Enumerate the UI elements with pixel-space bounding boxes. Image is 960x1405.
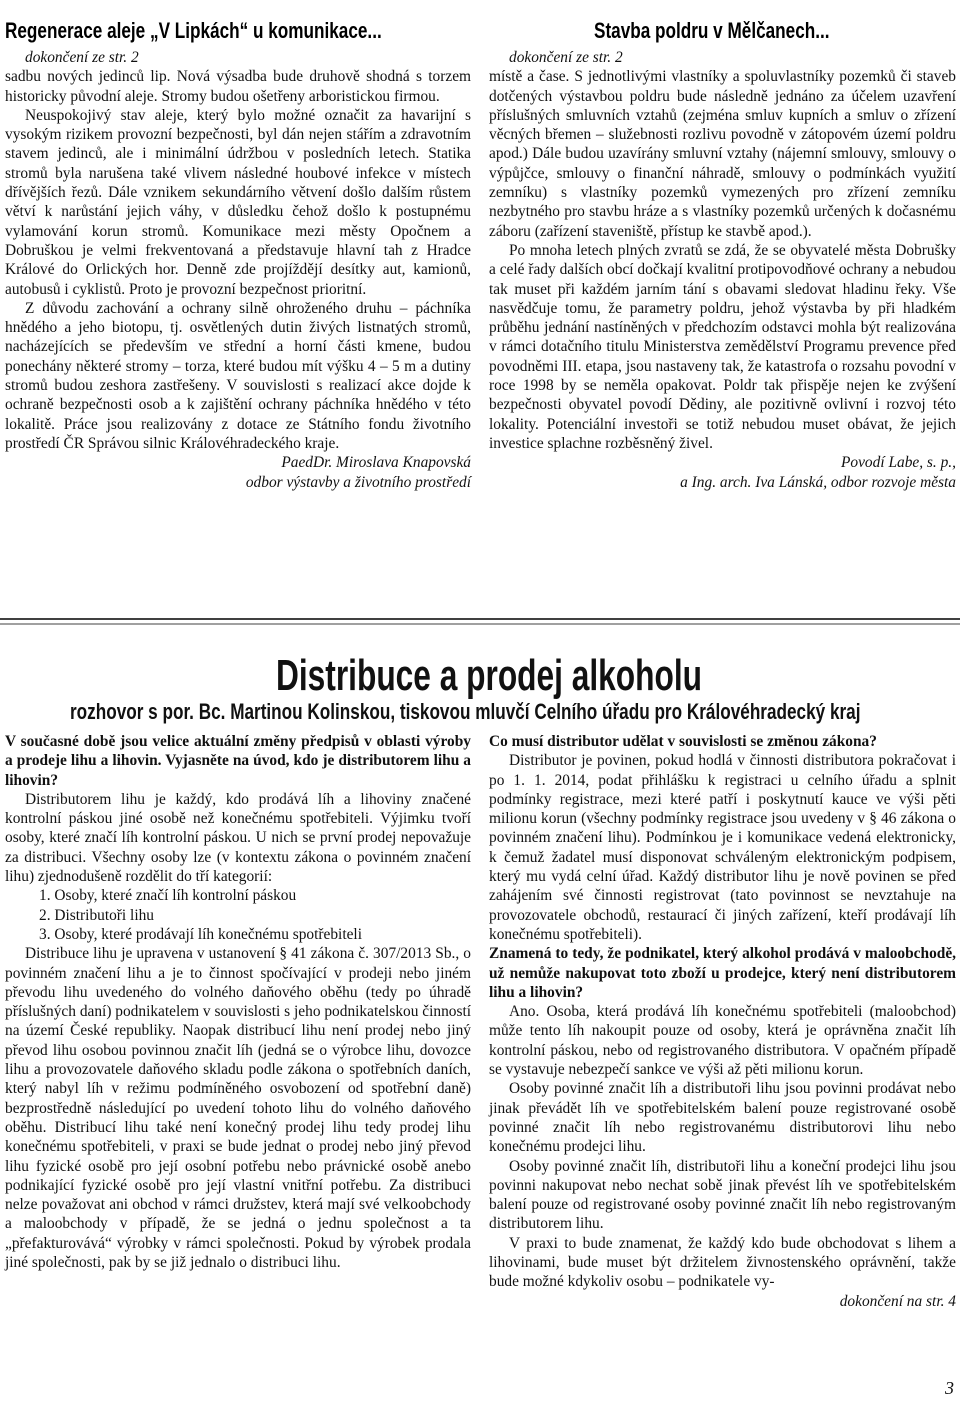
list-item: 2. Distributoři lihu	[39, 906, 155, 924]
paragraph: Distributorem lihu je každý, kdo prodává líh a lihoviny značené kontrolní páskou jiné osobě než konečnému spotřebiteli. Výjimku tvoří osoby, které značí líh kontrolní páskou. U nich se první prodej nepovažuje za distribuci. Všechny osoby lze (v kontextu zákona o povinném značení lihu) zjednodušeně rozdělit do tří kategorií:	[5, 790, 471, 886]
author-role: odbor výstavby a životního prostředí	[245, 473, 471, 491]
paragraph: sadbu nových jedinců lip. Nová výsadba bude druhově shodná s torzem historicky původní aleje. Stromy budou ošetřeny arboristickou firmou.	[5, 68, 471, 105]
article-alej-lipky	[5, 18, 471, 492]
paragraph: V praxi to bude znamenat, že každý kdo bude obchodovat s lihem a lihovinami, bude muset být držitelem živnostenského oprávnění, takže bude možné kdykoliv osobu – podnikatele vy-	[489, 1234, 956, 1291]
interview-question: V současné době jsou velice aktuální změny předpisů v oblasti výroby a prodeje lihu a lihovin. Vyjasněte na úvod, kdo je distributorem lihu a lihovin?	[5, 733, 471, 789]
interview-column-right	[489, 732, 956, 1311]
paragraph: Ano. Osoba, která prodává líh konečnému spotřebiteli (maloobchod) může tento líh nakoupit pouze od osoby, která je oprávněna značit líh kontrolní páskou, nebo od registrovaného distributora. V opačném případě se vystavuje nebezpečí sankce ve výši až pěti milionu korun.	[489, 1003, 956, 1079]
interview-subtitle: rozhovor s por. Bc. Martinou Kolinskou, tiskovou mluvčí Celního úřadu pro Královéhradecký kraj	[70, 699, 861, 724]
paragraph: Osoby povinné značit líh a distributoři lihu jsou povinni prodávat nebo jinak převádět líh ve spotřebitelském balení pouze registrované osobě povinné značit líh nebo registrovanému distributorovi lihu nebo konečnému prodejci lihu.	[489, 1080, 956, 1156]
interview-question: Znamená to tedy, že podnikatel, který alkohol prodává v maloobchodě, už nemůže nakupovat toto zboží u prodejce, který není distributorem lihu a lihovin?	[489, 945, 956, 1001]
article-title: Regenerace aleje „V Lipkách“ u komunikace...	[5, 18, 382, 43]
paragraph: místě a čase. S jednotlivými vlastníky a spoluvlastníky pozemků či staveb dotčených výstavbou poldru bude následně jednáno za účelem uzavření příslušných smluvních vztahů (zejména smluv kupních a smluv o zřízení věcných břemen – služebnosti rozlivu povodně v zátopovém území poldru apod.) Dále budou uzavírány smluvní vztahy (nájemní smlouvy, smlouvy o výpůjčce, smlouvy o finanční náhradě, smlouvy o podmínkách využití zemníku) s vlastníky pozemků vymezených pro zřízení zemníku nezbytného pro stavbu hráze a s vlastníky pozemků určených k dočasnému záboru (zařízení staveniště, přístup ke stavbě apod.).	[489, 68, 956, 240]
section-divider	[0, 615, 960, 635]
paragraph: Distributor je povinen, pokud hodlá v činnosti distributora pokračovat i po 1. 1. 2014, podat přihlášku k registraci u celního úřadu a splnit podmínky registrace, mezi které patří i poskytnutí kauce ve výši pěti milionu korun (všechny podmínky registrace jsou uvedeny v § 46 zákona o povinném značení lihu). Podmínkou je i komunikace vedená elektronicky, k čemuž žadatel musí disponovat schváleným elektronickým podpisem, který mu vydá celní úřad. Každý distributor lihu je nově povinen se před zahájením své činnosti registrovat (tato povinnost se nevztahuje na provozovatele obchodů, restaurací či jiných zařízení, kteří prodávají líh konečnému spotřebiteli).	[489, 752, 956, 943]
interview-question: Co musí distributor udělat v souvislosti se změnou zákona?	[489, 733, 877, 750]
paragraph: Neuspokojivý stav aleje, který bylo možné označit za havarijní s vysokým rizikem provozní bezpečnosti, byl dán nejen stářím a zdravotním stavem jedinců, ale i minimální údržbou v posledních letech. Statika stromů byla narušena také vlivem následné houbové infekce v místech dřívějších řezů. Dále vznikem sekundárního větvení došlo dalším růstem větví k narůstání jejich váhy, v důsledku čehož došlo k postupnému vylamování korun stromů. Komunikace mezi městy Opočnem a Dobruškou je velmi frekventovaná a představuje hlavní tah z Hradce Králové do Orlických hor. Denně zde projíždějí desítky aut, kamionů, autobusů i cyklistů. Proto je provozní bezpečnost prioritní.	[5, 106, 471, 298]
interview-title: Distribuce a prodej alkoholu	[276, 651, 703, 700]
paragraph: Z důvodu zachování a ochrany silně ohroženého druhu – páchníka hnědého a jeho biotopu, tj. osvětlených dutin živých listnatých stromů, nacházejících se především ve střední a horní části kmene, budou ponechány některé stromy – torza, které budou mít výšku 4 – 5 m a dutiny stromů budou zeshora zastřešeny. V souvislosti s realizací akce dojde k ochraně bezpečnosti osob a k zajištění ochrany páchníka hnědého v této lokalitě. Práce jsou realizovány z dotace ze Státního fondu životního prostředí ČR Správou silnic Královéhradeckého kraje.	[5, 299, 471, 452]
continued-note: dokončení na str. 4	[839, 1292, 956, 1310]
page-number: 3	[945, 1378, 954, 1398]
article-title: Stavba poldru v Mělčanech...	[594, 18, 830, 43]
list-item: 1. Osoby, které značí líh kontrolní páskou	[39, 887, 297, 905]
author-name: Povodí Labe, s. p.,	[841, 454, 956, 472]
author-role: a Ing. arch. Iva Lánská, odbor rozvoje města	[680, 473, 956, 491]
paragraph: Po mnoha letech plných zvratů se zdá, že se obyvatelé města Dobrušky a celé řady dalších obcí dočkají kvalitní protipovodňové ochrany a nebudou tak muset při každém jarním tání s obavami sledovat hladinu řeky. Vše nasvědčuje tomu, že parametry poldru, jehož výstavba by při hladkém průběhu jednání nastíněných v předchozím odstavci mohla být realizována v rámci dotačního titulu Ministerstva zemědělství Programu prevence před povodněmi III. etapa, jsou nastaveny tak, že katastrofa o rozsahu povodní v roce 1998 by se neměla opakovat. Poldr tak přispěje nejen ke zvýšení bezpečnosti obyvatel povodí Dědiny, ale pozitivně ovlivní i rozvoj této lokality. Potenciální investoři se totiž nebudou muset obávat, že jejich investice splachne rozběsněný živel.	[489, 241, 956, 452]
continued-note: dokončení ze str. 2	[509, 49, 623, 66]
list-item: 3. Osoby, které prodávají líh konečnému spotřebiteli	[39, 925, 362, 943]
author-name: PaedDr. Miroslava Knapovská	[281, 454, 471, 472]
interview-column-left	[5, 732, 471, 1272]
continued-note: dokončení ze str. 2	[25, 49, 139, 66]
article-poldr-melcany	[489, 18, 956, 492]
paragraph: Distribuce lihu je upravena v ustanovení § 41 zákona č. 307/2013 Sb., o povinném značení lihu a je to činnost spočívající v prodeji nebo jiném převodu lihu uvedeného do volného daňového oběhu (tedy po úhradě příslušných daní) podnikatelem v souvislosti s jeho podnikatelskou činností na území České republiky. Naopak distribucí lihu není prodej nebo jiný převod lihu osobou povinnou značit líh (jedná se o výrobce lihu, dovozce lihu a provozovatele daňového skladu podle zákona o spotřebních daních, který nabyl líh v režimu podmíněného osvobození od spotřební daně) bezprostředně následující po uvedení tohoto lihu do volného daňového oběhu. Distribucí lihu také není konečný prodej lihu tedy prodej lihu konečnému spotřebiteli, v praxi se bude jednat o prodej nebo jiný převod lihu fyzické osobě pro její osobní potřebu nebo právnické osobě anebo podnikající fyzické osobě pro její vlastní vnitřní potřebu. Za distribuci nelze považovat ani obchod v rámci družstev, která mají své velkoobchody a maloobchody v případě, že se jedná o jednu společnost a ta „přefakturovává“ výrobky v rámci společnosti. Pokud by výrobek prodala jiné společnosti, pak by se již jednalo o distribuci lihu.	[5, 945, 471, 1272]
paragraph: Osoby povinné značit líh, distributoři lihu a koneční prodejci lihu jsou povinni nakupovat nebo nechat sobě jinak převést líh ve spotřebitelském balení pouze od registrované osoby povinné značit líh nebo registrovaným distributorem lihu.	[489, 1157, 956, 1233]
